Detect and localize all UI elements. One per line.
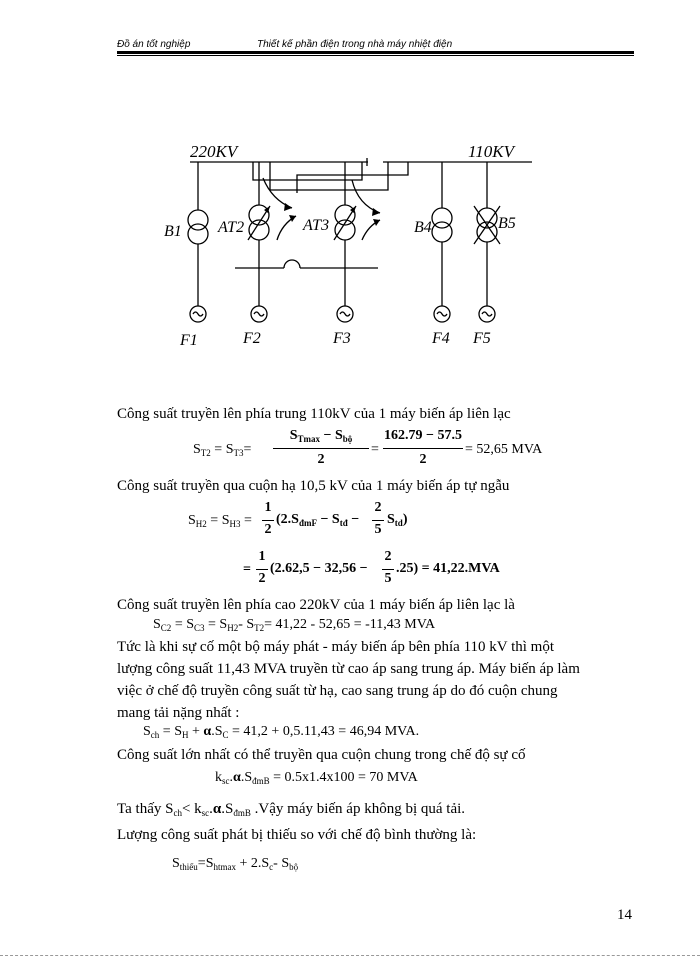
eq2-half-bar bbox=[262, 520, 274, 521]
header-left: Đồ án tốt nghiệp bbox=[117, 39, 191, 50]
eq2-body: ($2.S_{đmF} - S_{tđ}$ − bbox=[276, 512, 360, 528]
label-b4: B4 bbox=[414, 219, 432, 236]
eq5: $S_{ch} = S_H + \alpha.S_C = 41,2 + 0,5.11,43 = 46,94$ MVA. bbox=[143, 724, 420, 740]
eq3-part1: (2.62,5 − 32,56 − bbox=[270, 561, 368, 576]
paragraph-line-1: Tức là khi sự cố một bộ máy phát - máy biến áp bên phía 110 kV thì một bbox=[117, 639, 555, 655]
eq1-fraction-bar-2 bbox=[383, 448, 463, 449]
label-f2: F2 bbox=[243, 330, 261, 347]
eq1-result: = 52,65 MVA bbox=[465, 442, 543, 457]
paragraph-line-3: việc ở chế độ truyền công suất từ hạ, cao sang trung áp do đó cuộn chung bbox=[117, 683, 558, 699]
eq2-lhs: $S_{H2} = S_{H3}$ = bbox=[188, 513, 252, 529]
eq2-frac-den: 5 bbox=[374, 522, 382, 537]
eq3-frac-bar bbox=[382, 569, 394, 570]
label-110kv: 110KV bbox=[468, 142, 514, 161]
page-bottom-divider bbox=[0, 955, 700, 956]
text-line-3: Công suất truyền lên phía cao 220kV của 1 máy biến áp liên lạc là bbox=[117, 597, 515, 613]
text-line-6: Lượng công suất phát bị thiếu so với chế độ bình thường là: bbox=[117, 827, 477, 843]
label-b5: B5 bbox=[498, 215, 516, 232]
eq2-half-num: 1 bbox=[264, 500, 272, 515]
eq1-den2: 2 bbox=[419, 452, 427, 467]
text-line-5: Ta thấy $S_{ch}< k_{sc}.\alpha.S_{đmB}$ .Vậy máy biến áp không bị quá tải. bbox=[117, 801, 466, 818]
page-number: 14 bbox=[617, 907, 632, 923]
eq2-frac-bar bbox=[372, 520, 384, 521]
text-line-2: Công suất truyền qua cuộn hạ 10,5 kV của 1 máy biến áp tự ngẫu bbox=[117, 478, 510, 494]
eq1-den1: 2 bbox=[317, 452, 325, 467]
eq1-lhs: $S_{T2} = S_{T3}=$ bbox=[193, 442, 252, 458]
label-at2: AT2 bbox=[218, 219, 245, 236]
eq3-half-bar bbox=[256, 569, 268, 570]
label-220kv: 220KV bbox=[190, 142, 238, 161]
eq3-frac-num: 2 bbox=[384, 549, 392, 564]
label-f5: F5 bbox=[473, 330, 491, 347]
label-f3: F3 bbox=[333, 330, 351, 347]
eq1-fraction-bar bbox=[273, 448, 369, 449]
eq1-num1: $S_{Tmax} - S_{bộ}$ bbox=[289, 428, 353, 444]
label-f1: F1 bbox=[180, 332, 198, 349]
single-line-diagram bbox=[0, 0, 700, 360]
eq1-equals: = bbox=[371, 442, 379, 457]
label-at3: AT3 bbox=[303, 217, 330, 234]
text-line-1: Công suất truyền lên phía trung 110kV của 1 máy biến áp liên lạc bbox=[117, 406, 511, 422]
eq2-frac-num: 2 bbox=[374, 500, 382, 515]
eq1-num2: 162.79 − 57.5 bbox=[384, 428, 462, 443]
label-f4: F4 bbox=[432, 330, 450, 347]
eq2-tail: $S_{td}$) bbox=[387, 512, 408, 528]
eq3-frac-den: 5 bbox=[384, 571, 392, 586]
eq3-equals: = bbox=[243, 562, 251, 577]
text-line-4: Công suất lớn nhất có thể truyền qua cuộn chung trong chế độ sự cố bbox=[117, 747, 526, 763]
eq6: $k_{sc}.\alpha.S_{đmB} = 0.5x1.4x100 = 70$ MVA bbox=[215, 770, 418, 786]
eq2-half-den: 2 bbox=[264, 522, 272, 537]
header-right: Thiết kế phần điện trong nhà máy nhiệt điện bbox=[257, 39, 453, 50]
eq3-half-den: 2 bbox=[258, 571, 266, 586]
paragraph-line-2: lượng công suất 11,43 MVA truyền từ cao áp sang trung áp. Máy biến áp làm bbox=[117, 661, 580, 677]
eq4: $S_{C2} = S_{C3} = S_{H2}-$ $S_{T2}= 41,22 - 52,65 = -11,43$ MVA bbox=[153, 617, 436, 633]
label-b1: B1 bbox=[164, 223, 182, 240]
eq3-part2: .25) = 41,22.MVA bbox=[396, 561, 500, 576]
paragraph-line-4: mang tải nặng nhất : bbox=[117, 705, 240, 721]
eq7: $S_{thiếu}=S_{htmax} + 2.S_c-$ $S_{bộ}$ bbox=[172, 856, 299, 872]
eq3-half-num: 1 bbox=[258, 549, 266, 564]
